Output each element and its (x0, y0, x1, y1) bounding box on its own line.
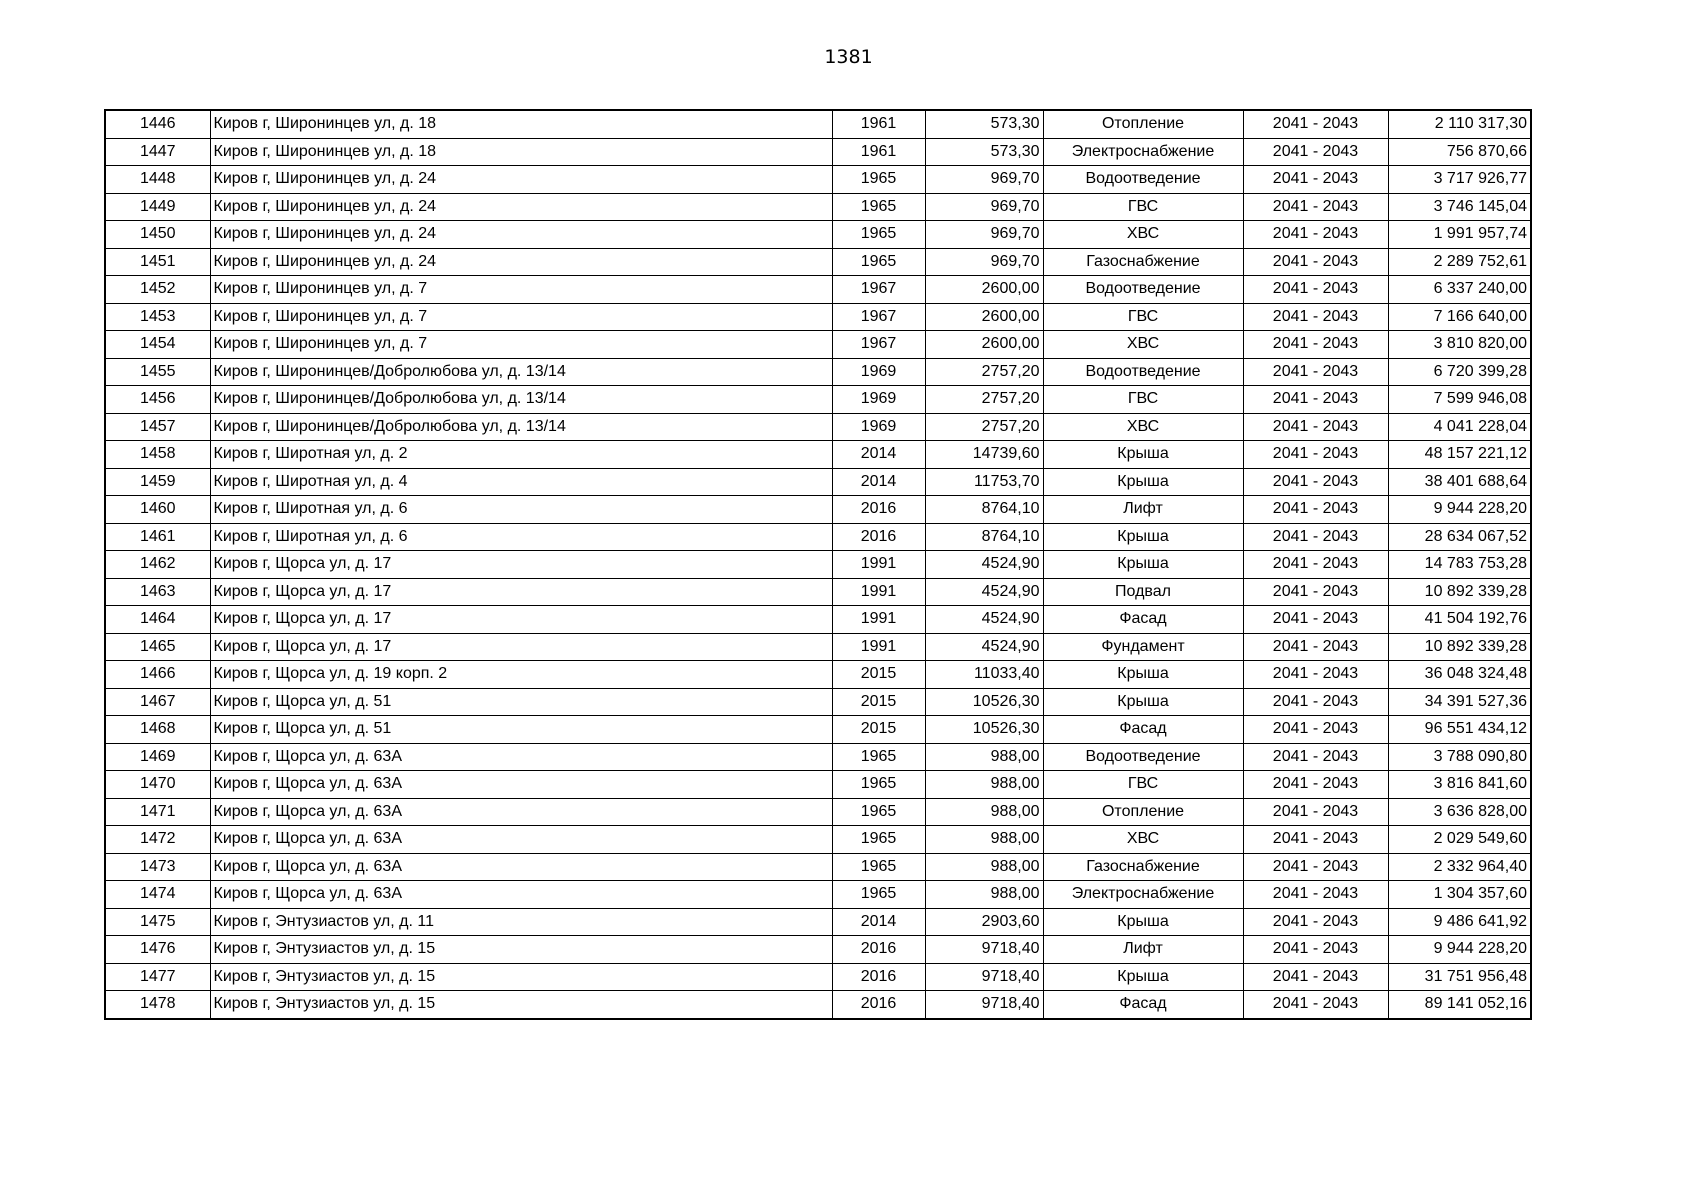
cost-cell: 10 892 339,28 (1388, 633, 1531, 661)
period-cell: 2041 - 2043 (1243, 441, 1388, 469)
table-row (105, 881, 1531, 909)
repair-schedule-table (104, 109, 1532, 1020)
period-cell: 2041 - 2043 (1243, 303, 1388, 331)
period-cell: 2041 - 2043 (1243, 606, 1388, 634)
cost-cell: 36 048 324,48 (1388, 661, 1531, 689)
period-cell: 2041 - 2043 (1243, 248, 1388, 276)
cost-cell: 3 746 145,04 (1388, 193, 1531, 221)
cost-cell: 3 816 841,60 (1388, 771, 1531, 799)
table-row (105, 138, 1531, 166)
work-type-cell: Крыша (1043, 441, 1243, 469)
cost-cell: 38 401 688,64 (1388, 468, 1531, 496)
area-cell: 14739,60 (925, 441, 1043, 469)
row-number-cell: 1457 (105, 413, 210, 441)
table-row (105, 386, 1531, 414)
work-type-cell: Крыша (1043, 963, 1243, 991)
cost-cell: 41 504 192,76 (1388, 606, 1531, 634)
period-cell: 2041 - 2043 (1243, 138, 1388, 166)
area-cell: 573,30 (925, 110, 1043, 138)
row-number-cell: 1468 (105, 716, 210, 744)
cost-cell: 14 783 753,28 (1388, 551, 1531, 579)
period-cell: 2041 - 2043 (1243, 633, 1388, 661)
area-cell: 2600,00 (925, 303, 1043, 331)
row-number-cell: 1471 (105, 798, 210, 826)
year-cell: 2015 (832, 688, 925, 716)
year-cell: 2016 (832, 936, 925, 964)
area-cell: 9718,40 (925, 963, 1043, 991)
address-cell: Киров г, Широнинцев ул, д. 7 (210, 331, 832, 359)
address-cell: Киров г, Широтная ул, д. 2 (210, 441, 832, 469)
area-cell: 573,30 (925, 138, 1043, 166)
row-number-cell: 1477 (105, 963, 210, 991)
address-cell: Киров г, Щорса ул, д. 17 (210, 551, 832, 579)
row-number-cell: 1452 (105, 276, 210, 304)
table-row (105, 441, 1531, 469)
area-cell: 2600,00 (925, 276, 1043, 304)
row-number-cell: 1461 (105, 523, 210, 551)
period-cell: 2041 - 2043 (1243, 578, 1388, 606)
address-cell: Киров г, Энтузиастов ул, д. 15 (210, 936, 832, 964)
address-cell: Киров г, Широнинцев/Добролюбова ул, д. 13/14 (210, 358, 832, 386)
area-cell: 2903,60 (925, 908, 1043, 936)
year-cell: 1991 (832, 606, 925, 634)
year-cell: 1967 (832, 303, 925, 331)
table-row (105, 963, 1531, 991)
row-number-cell: 1453 (105, 303, 210, 331)
area-cell: 988,00 (925, 743, 1043, 771)
table-row (105, 496, 1531, 524)
year-cell: 2016 (832, 991, 925, 1019)
cost-cell: 2 029 549,60 (1388, 826, 1531, 854)
year-cell: 1965 (832, 193, 925, 221)
cost-cell: 6 337 240,00 (1388, 276, 1531, 304)
year-cell: 1967 (832, 331, 925, 359)
table-row (105, 413, 1531, 441)
table-row (105, 578, 1531, 606)
table-row (105, 166, 1531, 194)
work-type-cell: Газоснабжение (1043, 853, 1243, 881)
area-cell: 10526,30 (925, 688, 1043, 716)
address-cell: Киров г, Щорса ул, д. 19 корп. 2 (210, 661, 832, 689)
year-cell: 1965 (832, 166, 925, 194)
table-row (105, 606, 1531, 634)
address-cell: Киров г, Щорса ул, д. 63А (210, 826, 832, 854)
row-number-cell: 1448 (105, 166, 210, 194)
table-row (105, 551, 1531, 579)
row-number-cell: 1474 (105, 881, 210, 909)
row-number-cell: 1458 (105, 441, 210, 469)
period-cell: 2041 - 2043 (1243, 991, 1388, 1019)
address-cell: Киров г, Щорса ул, д. 63А (210, 853, 832, 881)
address-cell: Киров г, Широнинцев ул, д. 18 (210, 138, 832, 166)
row-number-cell: 1478 (105, 991, 210, 1019)
table-row (105, 358, 1531, 386)
cost-cell: 10 892 339,28 (1388, 578, 1531, 606)
period-cell: 2041 - 2043 (1243, 110, 1388, 138)
work-type-cell: Фасад (1043, 606, 1243, 634)
year-cell: 2014 (832, 908, 925, 936)
period-cell: 2041 - 2043 (1243, 523, 1388, 551)
table-row (105, 743, 1531, 771)
work-type-cell: Крыша (1043, 551, 1243, 579)
work-type-cell: Газоснабжение (1043, 248, 1243, 276)
row-number-cell: 1469 (105, 743, 210, 771)
table-row (105, 716, 1531, 744)
year-cell: 2015 (832, 661, 925, 689)
work-type-cell: Крыша (1043, 468, 1243, 496)
row-number-cell: 1465 (105, 633, 210, 661)
area-cell: 4524,90 (925, 633, 1043, 661)
period-cell: 2041 - 2043 (1243, 358, 1388, 386)
table-row (105, 798, 1531, 826)
work-type-cell: Водоотведение (1043, 743, 1243, 771)
table-row (105, 771, 1531, 799)
table-row (105, 303, 1531, 331)
work-type-cell: Электроснабжение (1043, 138, 1243, 166)
period-cell: 2041 - 2043 (1243, 166, 1388, 194)
area-cell: 11753,70 (925, 468, 1043, 496)
work-type-cell: Крыша (1043, 908, 1243, 936)
work-type-cell: ГВС (1043, 771, 1243, 799)
year-cell: 1965 (832, 743, 925, 771)
cost-cell: 31 751 956,48 (1388, 963, 1531, 991)
cost-cell: 3 717 926,77 (1388, 166, 1531, 194)
area-cell: 969,70 (925, 166, 1043, 194)
area-cell: 988,00 (925, 798, 1043, 826)
area-cell: 2600,00 (925, 331, 1043, 359)
year-cell: 1969 (832, 386, 925, 414)
table-row (105, 468, 1531, 496)
area-cell: 8764,10 (925, 496, 1043, 524)
period-cell: 2041 - 2043 (1243, 881, 1388, 909)
year-cell: 1965 (832, 826, 925, 854)
work-type-cell: ГВС (1043, 386, 1243, 414)
work-type-cell: Фасад (1043, 991, 1243, 1019)
work-type-cell: Водоотведение (1043, 276, 1243, 304)
row-number-cell: 1462 (105, 551, 210, 579)
period-cell: 2041 - 2043 (1243, 468, 1388, 496)
table-row (105, 523, 1531, 551)
address-cell: Киров г, Энтузиастов ул, д. 11 (210, 908, 832, 936)
address-cell: Киров г, Широнинцев ул, д. 24 (210, 193, 832, 221)
address-cell: Киров г, Щорса ул, д. 17 (210, 578, 832, 606)
address-cell: Киров г, Широнинцев ул, д. 24 (210, 221, 832, 249)
cost-cell: 48 157 221,12 (1388, 441, 1531, 469)
work-type-cell: Отопление (1043, 110, 1243, 138)
address-cell: Киров г, Широнинцев ул, д. 24 (210, 248, 832, 276)
area-cell: 988,00 (925, 881, 1043, 909)
cost-cell: 9 944 228,20 (1388, 496, 1531, 524)
row-number-cell: 1472 (105, 826, 210, 854)
work-type-cell: Лифт (1043, 496, 1243, 524)
address-cell: Киров г, Щорса ул, д. 17 (210, 606, 832, 634)
address-cell: Киров г, Широтная ул, д. 6 (210, 523, 832, 551)
cost-cell: 3 636 828,00 (1388, 798, 1531, 826)
period-cell: 2041 - 2043 (1243, 661, 1388, 689)
table-row (105, 110, 1531, 138)
year-cell: 2015 (832, 716, 925, 744)
year-cell: 1965 (832, 798, 925, 826)
address-cell: Киров г, Щорса ул, д. 63А (210, 743, 832, 771)
work-type-cell: Подвал (1043, 578, 1243, 606)
area-cell: 10526,30 (925, 716, 1043, 744)
address-cell: Киров г, Щорса ул, д. 63А (210, 771, 832, 799)
work-type-cell: ХВС (1043, 413, 1243, 441)
row-number-cell: 1470 (105, 771, 210, 799)
row-number-cell: 1447 (105, 138, 210, 166)
table-row (105, 193, 1531, 221)
area-cell: 9718,40 (925, 936, 1043, 964)
period-cell: 2041 - 2043 (1243, 963, 1388, 991)
area-cell: 4524,90 (925, 606, 1043, 634)
period-cell: 2041 - 2043 (1243, 853, 1388, 881)
year-cell: 1965 (832, 881, 925, 909)
year-cell: 1965 (832, 221, 925, 249)
work-type-cell: Фундамент (1043, 633, 1243, 661)
area-cell: 2757,20 (925, 386, 1043, 414)
year-cell: 2014 (832, 441, 925, 469)
period-cell: 2041 - 2043 (1243, 743, 1388, 771)
address-cell: Киров г, Широнинцев ул, д. 7 (210, 276, 832, 304)
table-row (105, 853, 1531, 881)
area-cell: 4524,90 (925, 578, 1043, 606)
work-type-cell: ХВС (1043, 826, 1243, 854)
period-cell: 2041 - 2043 (1243, 771, 1388, 799)
address-cell: Киров г, Широнинцев ул, д. 7 (210, 303, 832, 331)
cost-cell: 2 332 964,40 (1388, 853, 1531, 881)
year-cell: 1969 (832, 358, 925, 386)
period-cell: 2041 - 2043 (1243, 496, 1388, 524)
row-number-cell: 1455 (105, 358, 210, 386)
area-cell: 988,00 (925, 771, 1043, 799)
period-cell: 2041 - 2043 (1243, 716, 1388, 744)
year-cell: 1991 (832, 551, 925, 579)
work-type-cell: ГВС (1043, 303, 1243, 331)
work-type-cell: Крыша (1043, 523, 1243, 551)
cost-cell: 7 599 946,08 (1388, 386, 1531, 414)
address-cell: Киров г, Щорса ул, д. 63А (210, 881, 832, 909)
work-type-cell: Лифт (1043, 936, 1243, 964)
work-type-cell: ХВС (1043, 331, 1243, 359)
row-number-cell: 1464 (105, 606, 210, 634)
table-row (105, 248, 1531, 276)
row-number-cell: 1473 (105, 853, 210, 881)
area-cell: 988,00 (925, 826, 1043, 854)
period-cell: 2041 - 2043 (1243, 386, 1388, 414)
year-cell: 2016 (832, 523, 925, 551)
year-cell: 1969 (832, 413, 925, 441)
area-cell: 11033,40 (925, 661, 1043, 689)
cost-cell: 2 289 752,61 (1388, 248, 1531, 276)
row-number-cell: 1450 (105, 221, 210, 249)
period-cell: 2041 - 2043 (1243, 936, 1388, 964)
area-cell: 2757,20 (925, 413, 1043, 441)
period-cell: 2041 - 2043 (1243, 193, 1388, 221)
work-type-cell: Водоотведение (1043, 166, 1243, 194)
period-cell: 2041 - 2043 (1243, 798, 1388, 826)
period-cell: 2041 - 2043 (1243, 221, 1388, 249)
table-row (105, 331, 1531, 359)
area-cell: 969,70 (925, 221, 1043, 249)
address-cell: Киров г, Щорса ул, д. 51 (210, 688, 832, 716)
cost-cell: 756 870,66 (1388, 138, 1531, 166)
area-cell: 9718,40 (925, 991, 1043, 1019)
area-cell: 969,70 (925, 193, 1043, 221)
year-cell: 1965 (832, 248, 925, 276)
work-type-cell: Электроснабжение (1043, 881, 1243, 909)
period-cell: 2041 - 2043 (1243, 413, 1388, 441)
cost-cell: 9 486 641,92 (1388, 908, 1531, 936)
area-cell: 988,00 (925, 853, 1043, 881)
table-row (105, 991, 1531, 1019)
year-cell: 2014 (832, 468, 925, 496)
cost-cell: 4 041 228,04 (1388, 413, 1531, 441)
cost-cell: 2 110 317,30 (1388, 110, 1531, 138)
row-number-cell: 1449 (105, 193, 210, 221)
row-number-cell: 1459 (105, 468, 210, 496)
table-row (105, 936, 1531, 964)
cost-cell: 9 944 228,20 (1388, 936, 1531, 964)
area-cell: 2757,20 (925, 358, 1043, 386)
work-type-cell: Отопление (1043, 798, 1243, 826)
year-cell: 1991 (832, 633, 925, 661)
cost-cell: 28 634 067,52 (1388, 523, 1531, 551)
work-type-cell: ГВС (1043, 193, 1243, 221)
row-number-cell: 1446 (105, 110, 210, 138)
cost-cell: 1 304 357,60 (1388, 881, 1531, 909)
cost-cell: 6 720 399,28 (1388, 358, 1531, 386)
year-cell: 1965 (832, 853, 925, 881)
table-row (105, 688, 1531, 716)
cost-cell: 89 141 052,16 (1388, 991, 1531, 1019)
work-type-cell: Крыша (1043, 661, 1243, 689)
period-cell: 2041 - 2043 (1243, 826, 1388, 854)
area-cell: 4524,90 (925, 551, 1043, 579)
year-cell: 1961 (832, 138, 925, 166)
table-row (105, 221, 1531, 249)
table-row (105, 826, 1531, 854)
address-cell: Киров г, Щорса ул, д. 17 (210, 633, 832, 661)
period-cell: 2041 - 2043 (1243, 551, 1388, 579)
cost-cell: 1 991 957,74 (1388, 221, 1531, 249)
period-cell: 2041 - 2043 (1243, 276, 1388, 304)
year-cell: 1967 (832, 276, 925, 304)
row-number-cell: 1475 (105, 908, 210, 936)
address-cell: Киров г, Широтная ул, д. 4 (210, 468, 832, 496)
period-cell: 2041 - 2043 (1243, 908, 1388, 936)
row-number-cell: 1454 (105, 331, 210, 359)
year-cell: 1991 (832, 578, 925, 606)
table-row (105, 908, 1531, 936)
row-number-cell: 1463 (105, 578, 210, 606)
row-number-cell: 1467 (105, 688, 210, 716)
area-cell: 969,70 (925, 248, 1043, 276)
period-cell: 2041 - 2043 (1243, 688, 1388, 716)
address-cell: Киров г, Широнинцев ул, д. 24 (210, 166, 832, 194)
page-number: 1381 (824, 46, 873, 68)
area-cell: 8764,10 (925, 523, 1043, 551)
work-type-cell: Фасад (1043, 716, 1243, 744)
table-row (105, 661, 1531, 689)
work-type-cell: ХВС (1043, 221, 1243, 249)
row-number-cell: 1451 (105, 248, 210, 276)
cost-cell: 3 810 820,00 (1388, 331, 1531, 359)
cost-cell: 96 551 434,12 (1388, 716, 1531, 744)
year-cell: 1961 (832, 110, 925, 138)
period-cell: 2041 - 2043 (1243, 331, 1388, 359)
year-cell: 2016 (832, 963, 925, 991)
table-row (105, 276, 1531, 304)
cost-cell: 7 166 640,00 (1388, 303, 1531, 331)
address-cell: Киров г, Энтузиастов ул, д. 15 (210, 991, 832, 1019)
address-cell: Киров г, Энтузиастов ул, д. 15 (210, 963, 832, 991)
year-cell: 2016 (832, 496, 925, 524)
table-row (105, 633, 1531, 661)
address-cell: Киров г, Широнинцев/Добролюбова ул, д. 13/14 (210, 413, 832, 441)
address-cell: Киров г, Щорса ул, д. 63А (210, 798, 832, 826)
row-number-cell: 1476 (105, 936, 210, 964)
address-cell: Киров г, Широнинцев ул, д. 18 (210, 110, 832, 138)
address-cell: Киров г, Щорса ул, д. 51 (210, 716, 832, 744)
cost-cell: 3 788 090,80 (1388, 743, 1531, 771)
work-type-cell: Крыша (1043, 688, 1243, 716)
row-number-cell: 1466 (105, 661, 210, 689)
work-type-cell: Водоотведение (1043, 358, 1243, 386)
year-cell: 1965 (832, 771, 925, 799)
cost-cell: 34 391 527,36 (1388, 688, 1531, 716)
row-number-cell: 1460 (105, 496, 210, 524)
address-cell: Киров г, Широтная ул, д. 6 (210, 496, 832, 524)
row-number-cell: 1456 (105, 386, 210, 414)
address-cell: Киров г, Широнинцев/Добролюбова ул, д. 13/14 (210, 386, 832, 414)
